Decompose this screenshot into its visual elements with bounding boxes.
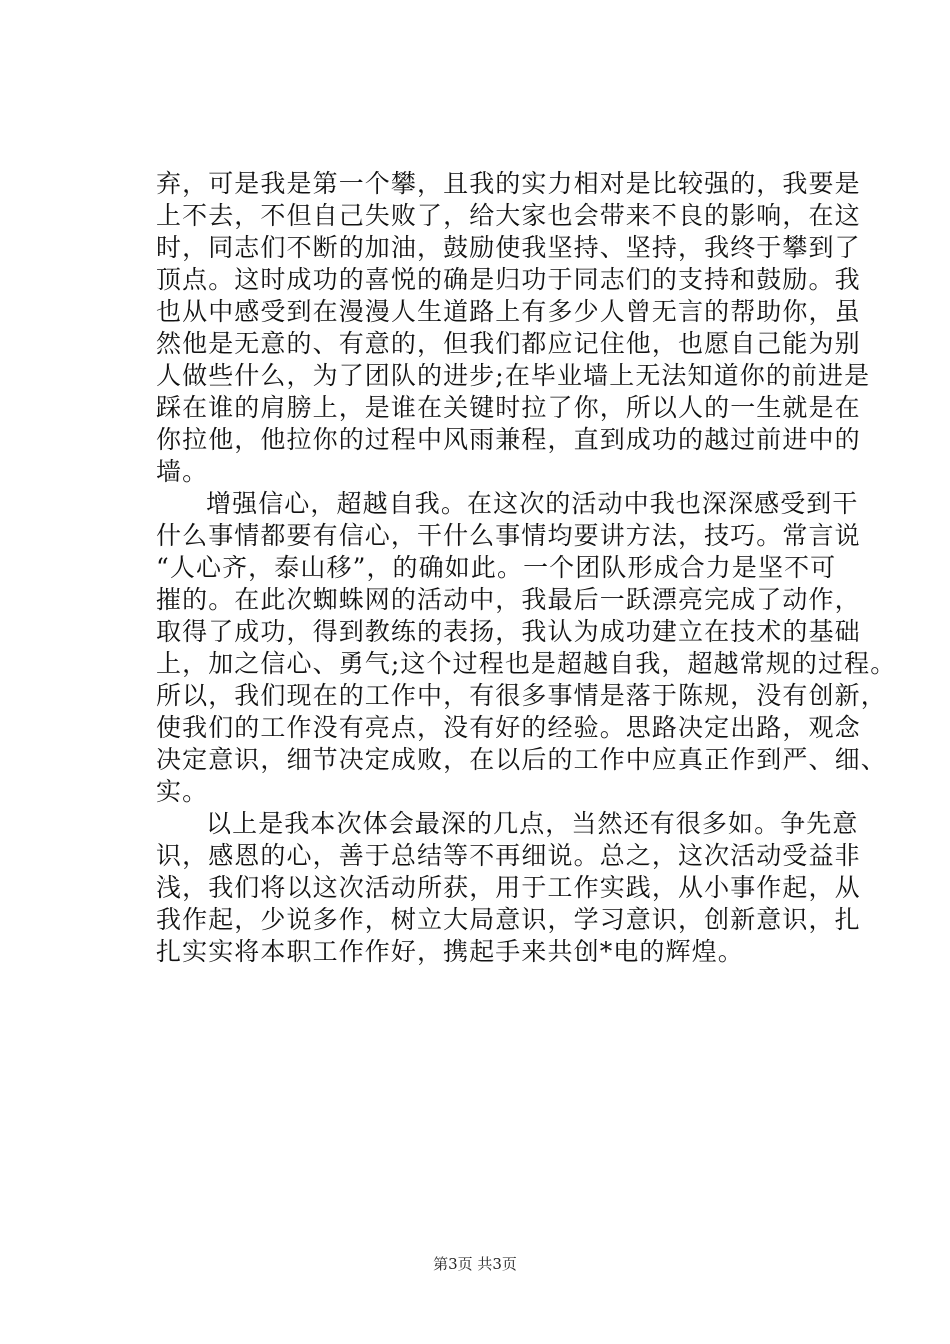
text-line: 所以，我们现在的工作中，有很多事情是落于陈规，没有创新，	[156, 681, 887, 710]
text-line: 实。	[156, 777, 209, 806]
text-line: 上，加之信心、勇气;这个过程也是超越自我，超越常规的过程。	[156, 649, 897, 678]
body-text	[156, 168, 897, 968]
text-line: 也从中感受到在漫漫人生道路上有多少人曾无言的帮助你，虽	[156, 297, 861, 326]
text-line: 顶点。这时成功的喜悦的确是归功于同志们的支持和鼓励。我	[156, 265, 861, 294]
text-line: 什么事情都要有信心，干什么事情均要讲方法，技巧。常言说	[156, 521, 861, 550]
text-line: 扎实实将本职工作作好，携起手来共创*电的辉煌。	[156, 937, 744, 966]
text-line: 然他是无意的、有意的，但我们都应记住他，也愿自己能为别	[156, 329, 861, 358]
page-number: 第3页 共3页	[433, 1255, 517, 1273]
text-line: 使我们的工作没有亮点，没有好的经验。思路决定出路，观念	[156, 713, 861, 742]
page-footer	[0, 1254, 950, 1274]
text-line: “人心齐，泰山移”，的确如此。一个团队形成合力是坚不可	[156, 553, 837, 582]
text-line: 取得了成功，得到教练的表扬，我认为成功建立在技术的基础	[156, 617, 861, 646]
text-line: 决定意识，细节决定成败，在以后的工作中应真正作到严、细、	[156, 745, 887, 774]
text-line: 识，感恩的心，善于总结等不再细说。总之，这次活动受益非	[156, 841, 861, 870]
text-line: 墙。	[156, 457, 209, 486]
text-line: 我作起，少说多作，树立大局意识，学习意识，创新意识，扎	[156, 905, 861, 934]
paragraph-start-line: 以上是我本次体会最深的几点，当然还有很多如。争先意	[206, 809, 859, 838]
text-line: 弃，可是我是第一个攀，且我的实力相对是比较强的，我要是	[156, 169, 861, 198]
paragraph-start-line: 增强信心，超越自我。在这次的活动中我也深深感受到干	[206, 489, 859, 518]
text-line: 人做些什么，为了团队的进步;在毕业墙上无法知道你的前进是	[156, 361, 871, 390]
text-line: 上不去，不但自己失败了，给大家也会带来不良的影响，在这	[156, 201, 861, 230]
text-line: 浅，我们将以这次活动所获，用于工作实践，从小事作起，从	[156, 873, 861, 902]
text-line: 踩在谁的肩膀上，是谁在关键时拉了你，所以人的一生就是在	[156, 393, 861, 422]
text-line: 摧的。在此次蜘蛛网的活动中，我最后一跃漂亮完成了动作，	[156, 585, 861, 614]
text-line: 你拉他，他拉你的过程中风雨兼程，直到成功的越过前进中的	[156, 425, 861, 454]
text-line: 时，同志们不断的加油，鼓励使我坚持、坚持，我终于攀到了	[156, 233, 861, 262]
